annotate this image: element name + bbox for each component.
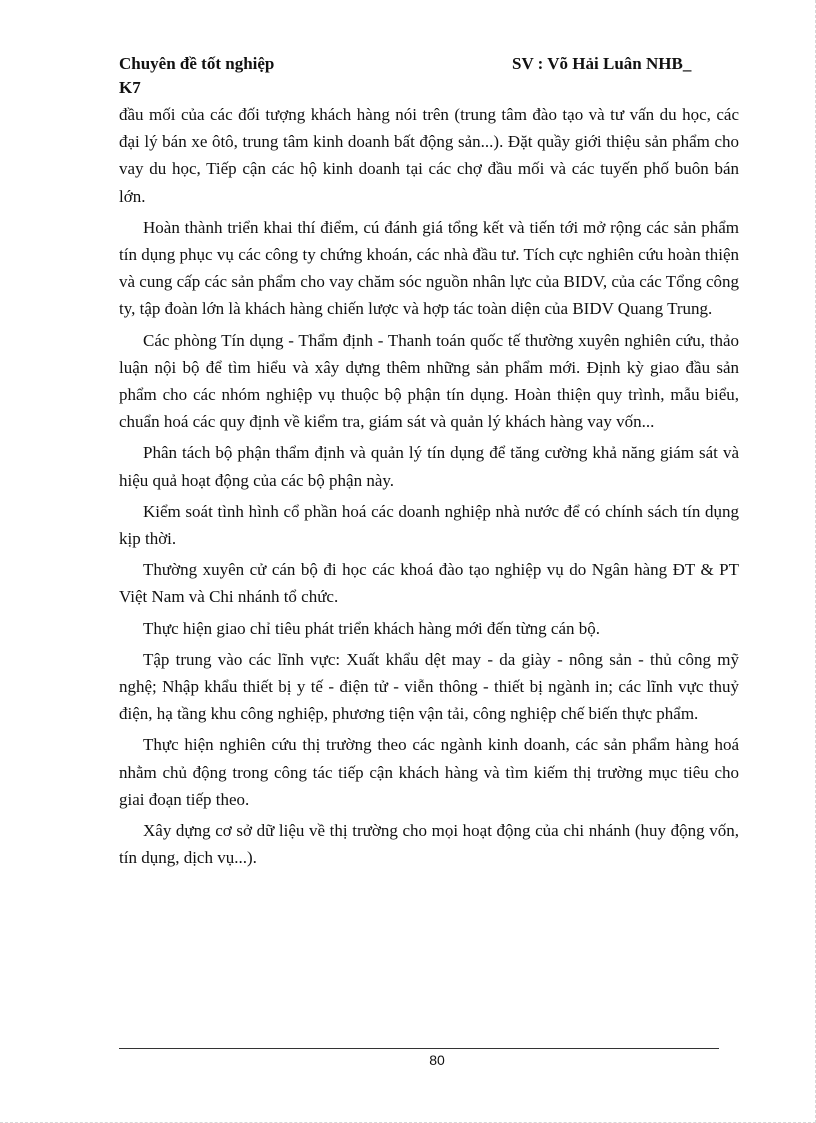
header-title: Chuyên đề tốt nghiệp bbox=[119, 54, 275, 73]
header-author: SV : Võ Hải Luân NHB_ bbox=[512, 54, 692, 73]
footer-divider bbox=[119, 1048, 719, 1049]
paragraph-4: Phân tách bộ phận thẩm định và quản lý tín dụng để tăng cường khả năng giám sát và hiệu quả hoạt động của các bộ phận này. bbox=[119, 443, 739, 490]
paragraph-1: đầu mối của các đối tượng khách hàng nói trên (trung tâm đào tạo và tư vấn du học, các đại lý bán xe ôtô, trung tâm kinh doanh bất động sản...). Đặt quầy giới thiệu sản phẩm cho vay du học, Tiếp cận các hộ kinh doanh tại các chợ đầu mối và các tuyến phố buôn bán lớn. bbox=[119, 105, 739, 206]
paragraph-9: Thực hiện nghiên cứu thị trường theo các ngành kinh doanh, các sản phẩm hàng hoá nhằm chủ động trong công tác tiếp cận khách hàng và tìm kiếm thị trường mục tiêu cho giai đoạn tiếp theo. bbox=[119, 735, 739, 809]
page-body bbox=[119, 101, 739, 875]
paragraph-8: Tập trung vào các lĩnh vực: Xuất khẩu dệt may - da giày - nông sản - thủ công mỹ nghệ; Nhập khẩu thiết bị y tế - điện tử - viễn thông - thiết bị ngành in; các lĩnh vực thuỷ điện, hạ tầng khu công nghiệp, phương tiện vận tải, công nghiệp chế biến thực phẩm. bbox=[119, 649, 739, 724]
paragraph-3: Các phòng Tín dụng - Thẩm định - Thanh toán quốc tế thường xuyên nghiên cứu, thảo luận nội bộ để tìm hiểu và xây dựng thêm những sản phẩm mới. Định kỳ giao đầu sản phẩm cho các nhóm nghiệp vụ thuộc bộ phận tín dụng. Hoàn thiện quy trình, mẫu biểu, chuẩn hoá các quy định về kiểm tra, giám sát và quản lý khách hàng vay vốn... bbox=[119, 330, 739, 432]
paragraph-6: Thường xuyên cử cán bộ đi học các khoá đào tạo nghiệp vụ do Ngân hàng ĐT & PT Việt Nam và Chi nhánh tổ chức. bbox=[119, 560, 739, 607]
page-number: 80 bbox=[429, 1052, 445, 1068]
paragraph-10: Xây dựng cơ sở dữ liệu về thị trường cho mọi hoạt động của chi nhánh (huy động vốn, tín dụng, dịch vụ...). bbox=[119, 821, 739, 868]
paragraph-2: Hoàn thành triển khai thí điểm, cú đánh giá tổng kết và tiến tới mở rộng các sản phẩm tín dụng phục vụ các công ty chứng khoán, các nhà đầu tư. Tích cực nghiên cứu hoàn thiện và cung cấp các sản phẩm cho vay chăm sóc nguồn nhân lực của BIDV, của các Tổng công ty, tập đoàn lớn là khách hàng chiến lược và hợp tác toàn diện của BIDV Quang Trung. bbox=[119, 217, 739, 319]
header-author-continuation: K7 bbox=[119, 78, 141, 97]
paragraph-5: Kiểm soát tình hình cổ phần hoá các doanh nghiệp nhà nước để có chính sách tín dụng kịp thời. bbox=[119, 501, 739, 549]
paragraph-7: Thực hiện giao chỉ tiêu phát triển khách hàng mới đến từng cán bộ. bbox=[143, 618, 601, 638]
